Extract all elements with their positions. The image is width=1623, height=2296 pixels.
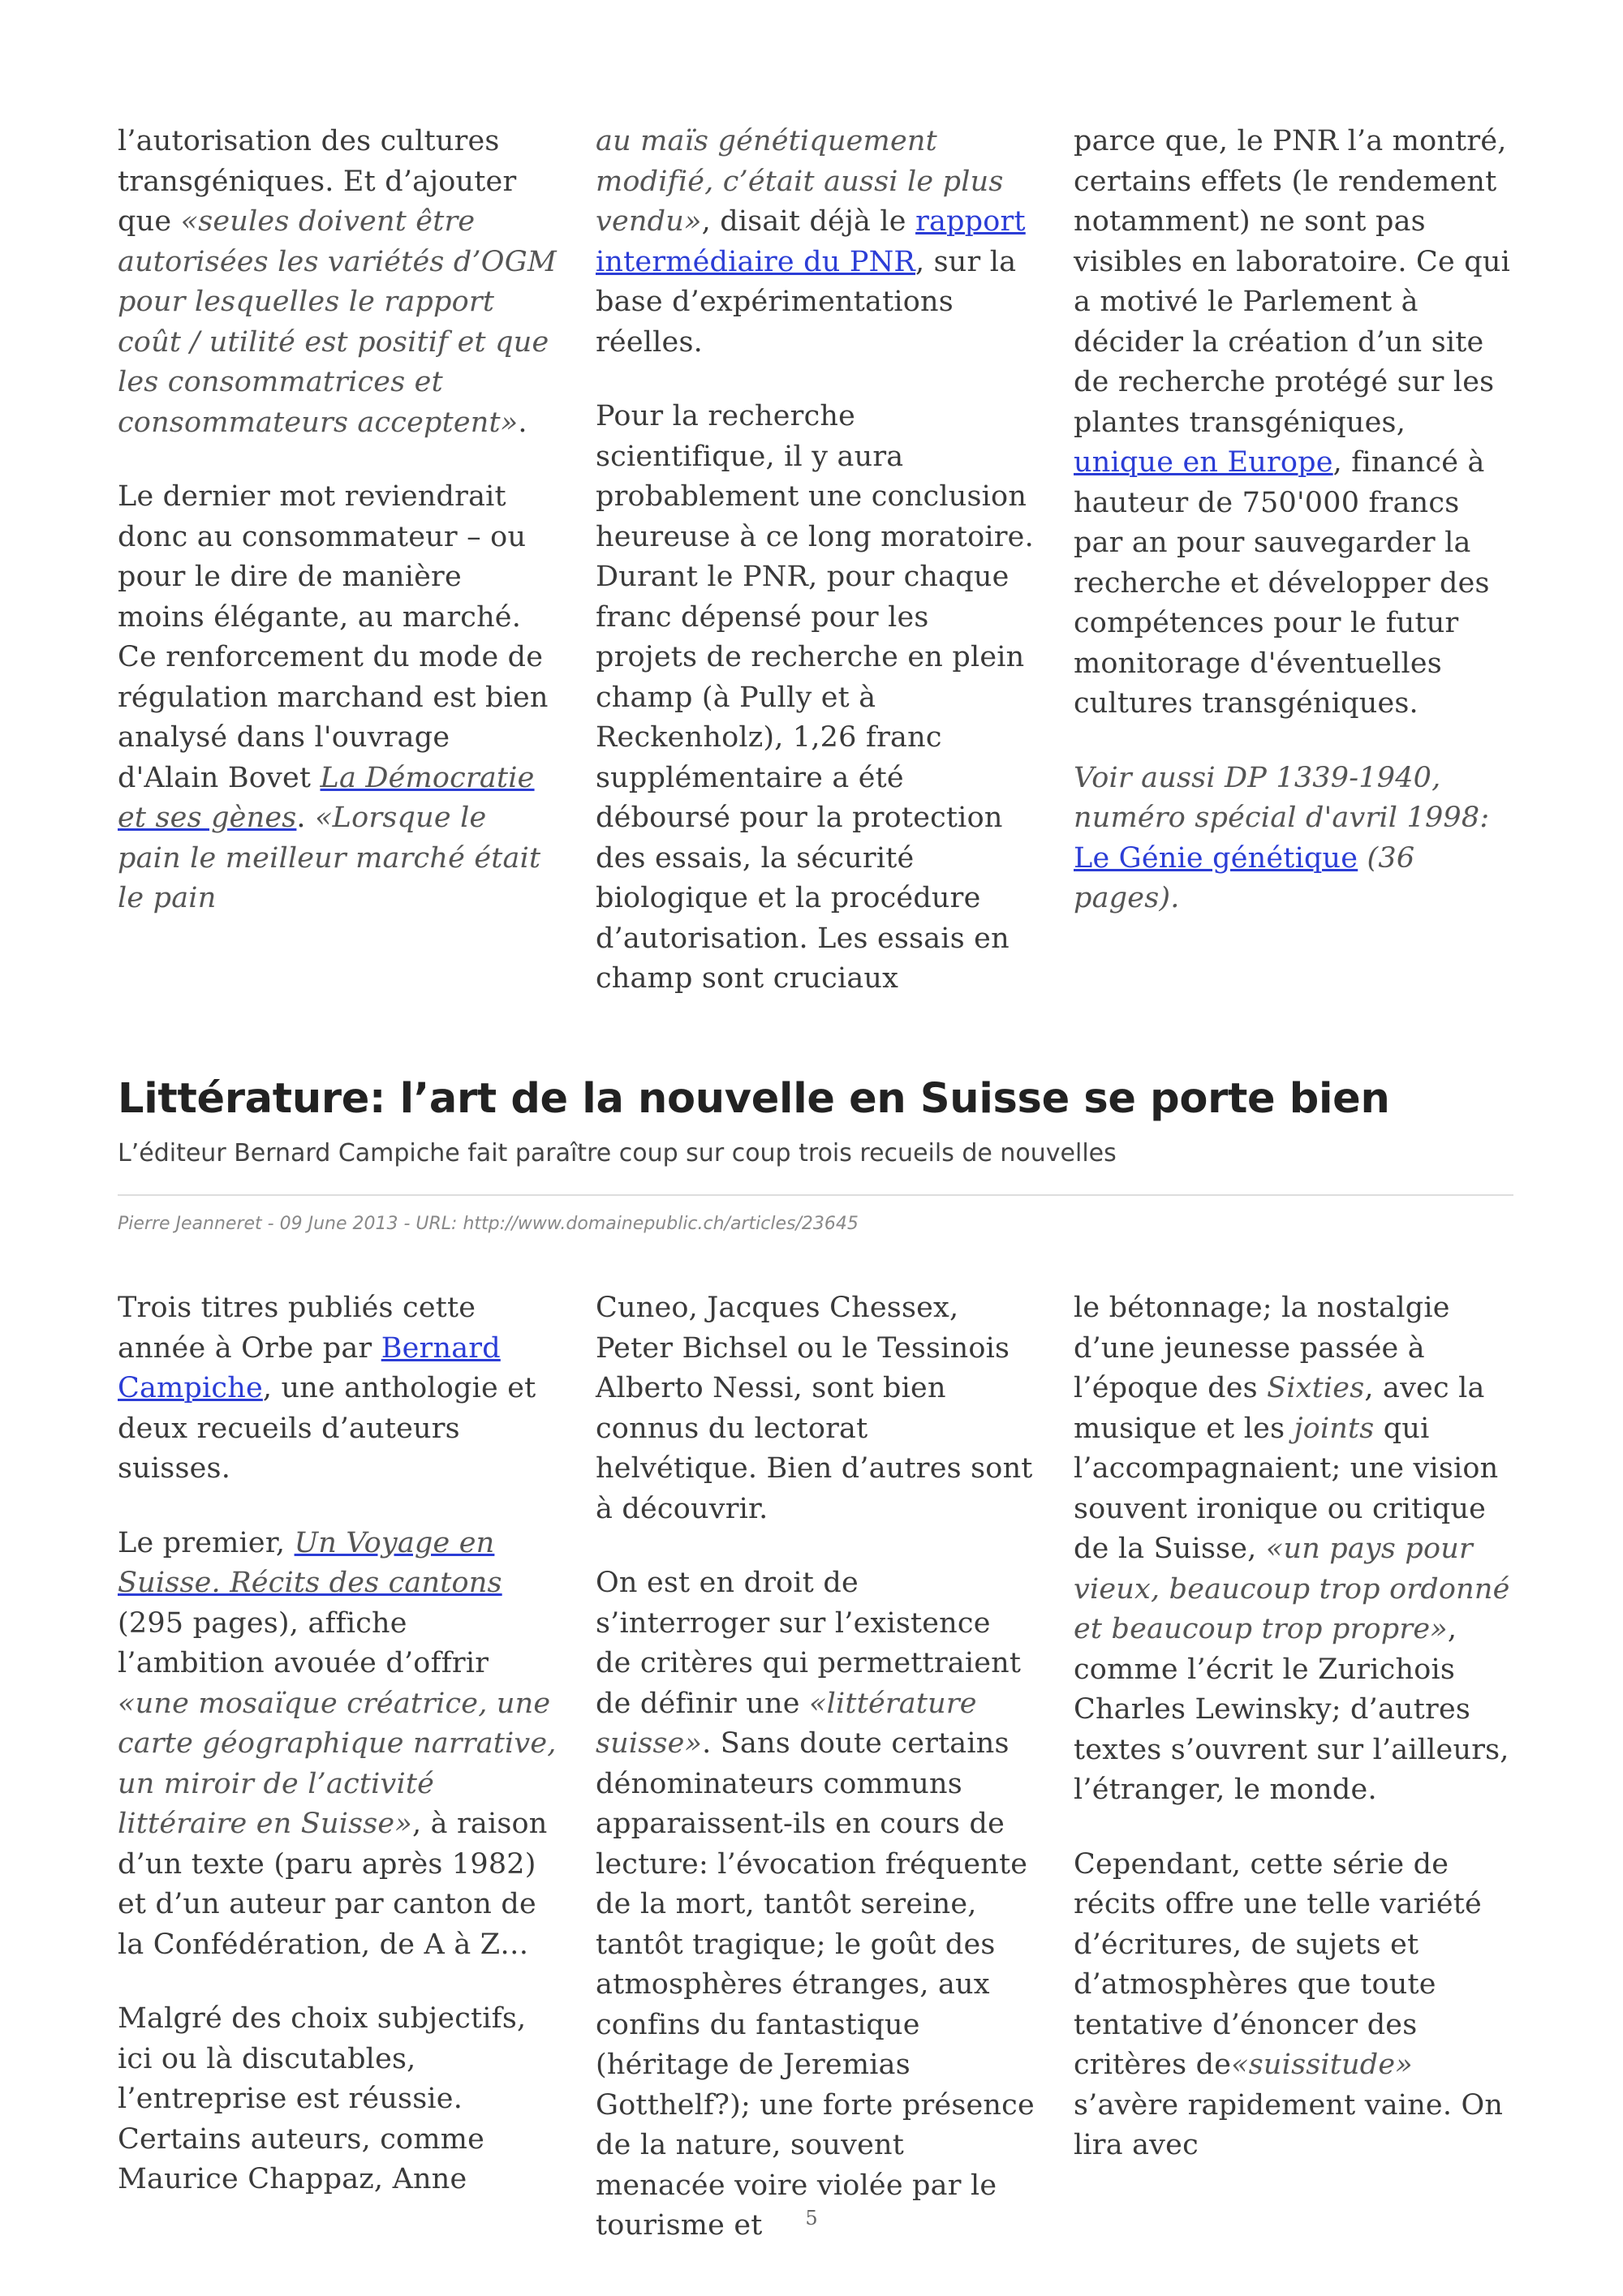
- column-2: [596, 122, 1035, 1000]
- link-democratie-genes[interactable]: La Démocratie et ses gènes: [118, 761, 535, 834]
- paragraph: Cuneo, Jacques Chessex, Peter Bichsel ou le Tessinois Alberto Nessi, sont bien connus du lectorat helvétique. Bien d’autres sont à découvrir.: [596, 1292, 1033, 1525]
- article-title: Littérature: l’art de la nouvelle en Suisse se porte bien: [118, 1075, 1390, 1123]
- link-un-voyage-en-suisse[interactable]: Un Voyage en Suisse. Récits des cantons: [118, 1526, 502, 1599]
- page-number: 5: [805, 2207, 818, 2229]
- previous-article-continuation: [118, 122, 1513, 1000]
- column-2: [596, 1288, 1035, 2247]
- paragraph: le bétonnage; la nostalgie d’une jeunesse passée à l’époque des Sixties, avec la musique et les joints qui l’accompagnaient; une vision souvent ironique ou critique de la Suisse, «un pays pour vieux, beaucoup trop ordonné et beaucoup trop propre», comme l’écrit le Zurichois Charles Lewinsky; d’autres textes s’ouvrent sur l’ailleurs, l’étranger, le monde.: [1074, 1292, 1510, 1806]
- link-unique-en-europe[interactable]: unique en Europe: [1074, 446, 1333, 479]
- article-subtitle: L’éditeur Bernard Campiche fait paraître coup sur coup trois recueils de nouvelles: [118, 1139, 1117, 1167]
- paragraph: On est en droit de s’interroger sur l’existence de critères qui permettraient de définir une «littérature suisse». Sans doute certains dénominateurs communs apparaissent-ils en cours de lecture: l’évocation fréquente de la mort, tantôt sereine, tantôt tragique; le goût des atmosphères étranges, aux confins du fantastique (héritage de Jeremias Gotthelf?); une forte présence de la nature, souvent menacée voire violée par le tourisme et: [596, 1567, 1035, 2242]
- paragraph: Le dernier mot reviendrait donc au consommateur – ou pour le dire de manière moins élégante, au marché. Ce renforcement du mode de régulation marchand est bien analysé dans l'ouvrage d'Alain Bovet La Démocratie et ses gènes. «Lorsque le pain le meilleur marché était le pain: [118, 480, 549, 914]
- article-litterature: [118, 1071, 1513, 2247]
- column-1: [118, 1288, 557, 2247]
- link-rapport-intermediaire[interactable]: rapport intermédiaire du PNR: [596, 205, 1026, 278]
- column-3: [1074, 1288, 1513, 2247]
- paragraph: au maïs génétiquement modifié, c’était aussi le plus vendu», disait déjà le rapport intermédiaire du PNR, sur la base d’expérimentations réelles.: [596, 125, 1026, 359]
- paragraph: Cependant, cette série de récits offre une telle variété d’écritures, de sujets et d’atmosphères que toute tentative d’énoncer des critères de«suissitude» s’avère rapidement vaine. On lira avec: [1074, 1847, 1504, 2161]
- paragraph: Malgré des choix subjectifs, ici ou là discutables, l’entreprise est réussie. Certains auteurs, comme Maurice Chappaz, Anne: [118, 2002, 527, 2195]
- column-1: [118, 122, 557, 1000]
- column-3: [1074, 122, 1513, 1000]
- text-columns: [118, 122, 1513, 1000]
- paragraph: l’autorisation des cultures transgéniques. Et d’ajouter que «seules doivent être autorisées les variétés d’OGM pour lesquelles le rapport coût / utilité est positif et que les consommatrices et consommateurs acceptent».: [118, 125, 557, 439]
- paragraph: Le premier, Un Voyage en Suisse. Récits des cantons (295 pages), affiche l’ambition avouée d’offrir «une mosaïque créatrice, une carte géographique narrative, un miroir de l’activité littéraire en Suisse», à raison d’un texte (paru après 1982) et d’un auteur par canton de la Confédération, de A à Z…: [118, 1526, 557, 1961]
- paragraph: Pour la recherche scientifique, il y aura probablement une conclusion heureuse à ce long moratoire. Durant le PNR, pour chaque franc dépensé pour les projets de recherche en plein champ (à Pully et à Reckenholz), 1,26 franc supplémentaire a été déboursé pour la protection des essais, la sécurité biologique et la procédure d’autorisation. Les essais en champ sont cruciaux: [596, 400, 1034, 995]
- article-meta: Pierre Jeanneret - 09 June 2013 - URL: http://www.domainepublic.ch/articles/23645: [118, 1214, 859, 1234]
- divider: [118, 1194, 1513, 1196]
- text-columns: [118, 1288, 1513, 2247]
- paragraph: parce que, le PNR l’a montré, certains effets (le rendement notamment) ne sont pas visibles en laboratoire. Ce qui a motivé le Parlement à décider la création d’un site de recherche protégé sur les plantes transgéniques, unique en Europe, financé à hauteur de 750'000 francs par an pour sauvegarder la recherche et développer des compétences pour le futur monitorage d'éventuelles cultures transgéniques.: [1074, 125, 1511, 720]
- link-bernard-campiche[interactable]: Bernard Campiche: [118, 1331, 501, 1404]
- paragraph: Voir aussi DP 1339-1940, numéro spécial d'avril 1998: Le Génie génétique (36 pages).: [1074, 761, 1490, 914]
- paragraph: Trois titres publiés cette année à Orbe par Bernard Campiche, une anthologie et deux recueils d’auteurs suisses.: [118, 1292, 536, 1485]
- link-genie-genetique[interactable]: Le Génie génétique: [1074, 841, 1358, 875]
